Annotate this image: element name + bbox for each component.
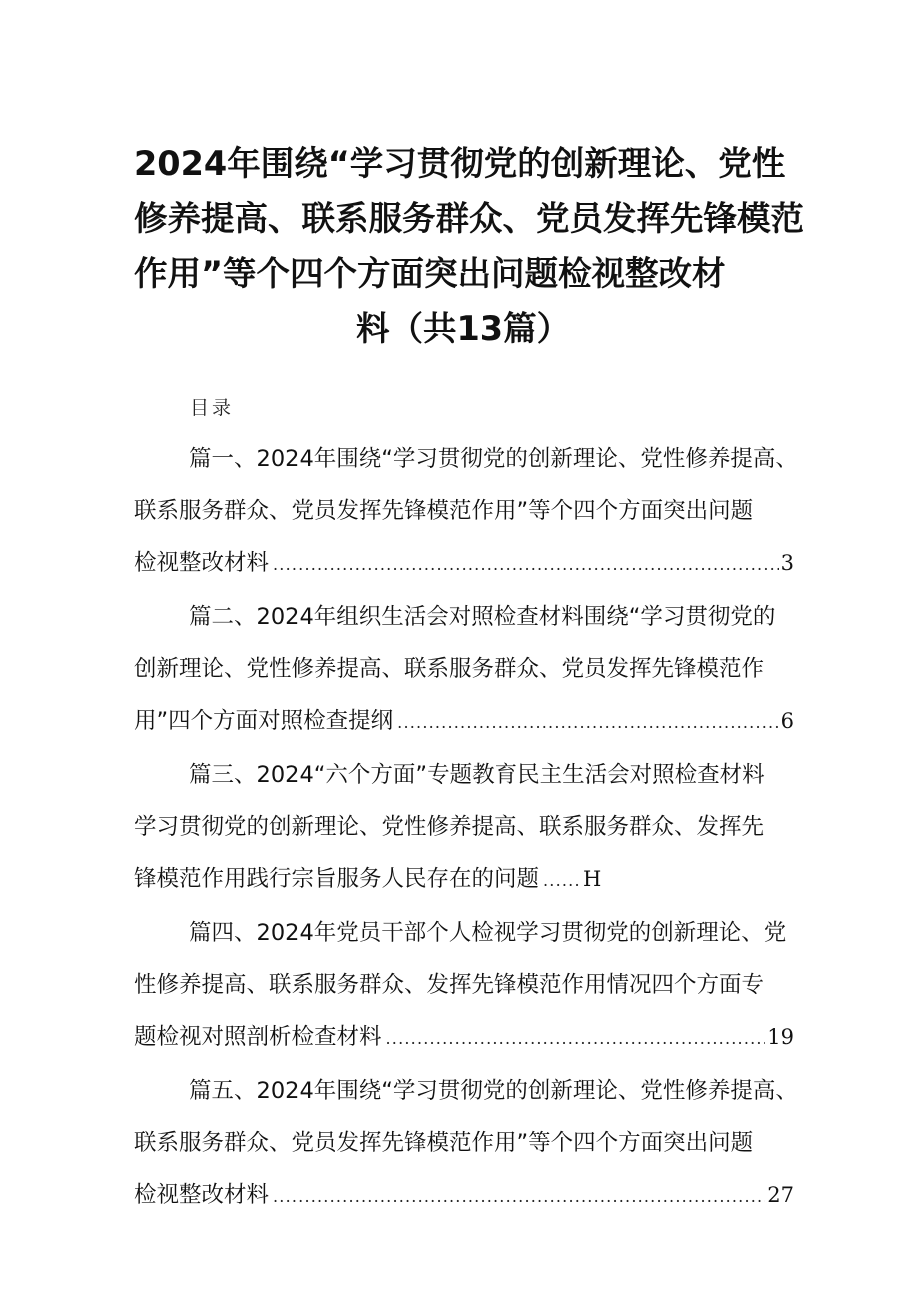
toc-entry-text: 用”四个方面对照检查提纲 <box>134 708 394 734</box>
title-line: 料（共13篇） <box>356 309 571 348</box>
title-line: 修养提高、联系服务群众、党员发挥先锋模范 <box>134 199 804 238</box>
dot-leader <box>273 539 779 591</box>
title-line: 2024年围绕“学习贯彻党的创新理论、党性 <box>134 144 786 183</box>
toc-entry-text: 创新理论、党性修养提高、联系服务群众、党员发挥先锋模范作 <box>134 656 765 682</box>
toc-page-number: H <box>583 867 602 891</box>
toc-entry-text: 篇三、2024“六个方面”专题教育民主生活会对照检查材料 <box>189 762 765 788</box>
dot-leader <box>543 855 581 907</box>
toc-page-number: 6 <box>780 709 794 733</box>
toc-heading: 目录 <box>190 397 235 419</box>
toc-entry-text: 检视整改材料 <box>134 550 270 576</box>
toc-entry[interactable] <box>134 907 794 1063</box>
toc-entry[interactable] <box>134 1065 798 1221</box>
toc-entry-text: 篇二、2024年组织生活会对照检查材料围绕“学习贯彻党的 <box>189 604 776 630</box>
toc-page-number: 3 <box>780 551 794 575</box>
toc-entry[interactable] <box>134 433 798 589</box>
toc-entry-text: 篇五、2024年围绕“学习贯彻党的创新理论、党性修养提高、 <box>189 1078 798 1104</box>
toc-entry-text: 检视整改材料 <box>134 1182 270 1208</box>
document-title <box>134 136 804 356</box>
toc-page-number: 27 <box>767 1183 794 1207</box>
toc-entry-text: 锋模范作用践行宗旨服务人民存在的问题 <box>134 866 540 892</box>
toc-entry-text: 性修养提高、联系服务群众、发挥先锋模范作用情况四个方面专 <box>134 972 765 998</box>
toc-entry-text: 题检视对照剖析检查材料 <box>134 1024 382 1050</box>
dot-leader <box>273 1171 765 1223</box>
toc-entry[interactable] <box>134 591 794 747</box>
table-of-contents <box>134 433 798 1223</box>
dot-leader <box>386 1013 766 1065</box>
toc-entry-text: 篇一、2024年围绕“学习贯彻党的创新理论、党性修养提高、 <box>189 446 798 472</box>
toc-entry[interactable] <box>134 749 794 905</box>
toc-page-number: 19 <box>767 1025 794 1049</box>
toc-entry-text: 学习贯彻党的创新理论、党性修养提高、联系服务群众、发挥先 <box>134 814 765 840</box>
toc-entry-text: 联系服务群众、党员发挥先锋模范作用”等个四个方面突出问题 <box>134 498 754 524</box>
toc-entry-text: 篇四、2024年党员干部个人检视学习贯彻党的创新理论、党 <box>189 920 787 946</box>
toc-entry-text: 联系服务群众、党员发挥先锋模范作用”等个四个方面突出问题 <box>134 1130 754 1156</box>
dot-leader <box>397 697 778 749</box>
title-line: 作用”等个四个方面突出问题检视整改材 <box>134 254 726 293</box>
